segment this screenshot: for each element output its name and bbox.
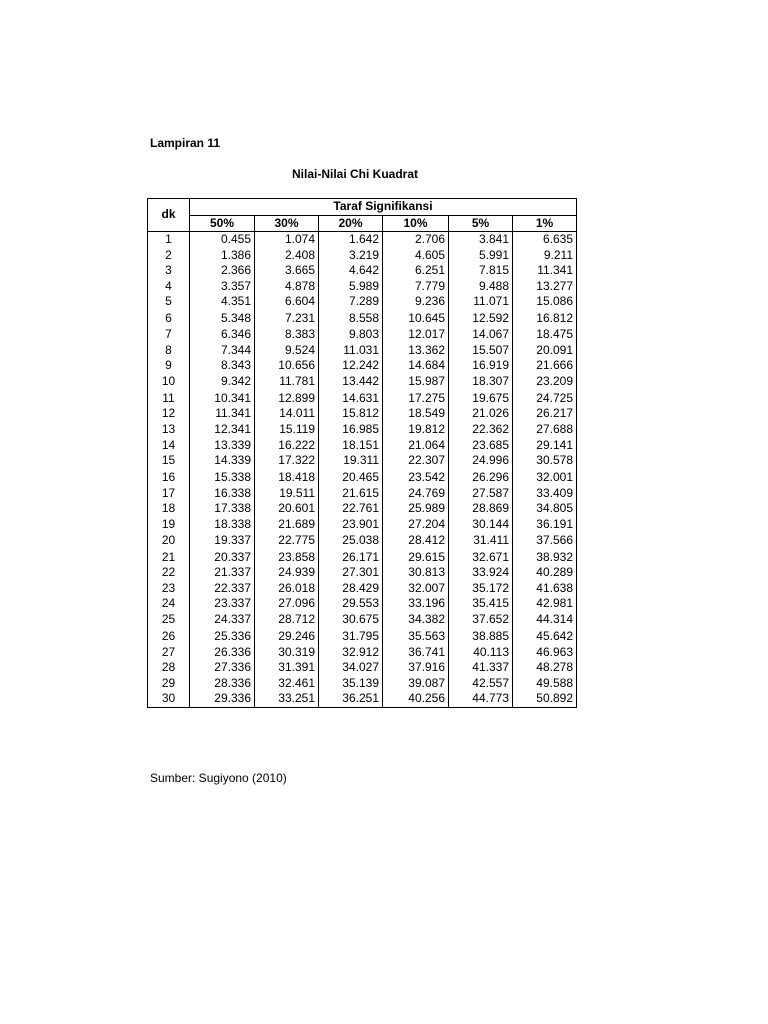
significance-header: Taraf Signifikansi (190, 199, 577, 216)
table-row (148, 453, 577, 469)
value-cell: 17.338 (190, 501, 255, 517)
value-cell: 13.339 (190, 438, 255, 454)
value-cell: 29.246 (255, 627, 319, 644)
value-cell: 16.222 (255, 438, 319, 454)
value-cell: 1.386 (190, 248, 255, 264)
value-cell: 14.339 (190, 453, 255, 469)
value-cell: 11.781 (255, 374, 319, 390)
value-cell: 25.989 (383, 501, 449, 517)
value-cell: 28.429 (319, 581, 383, 597)
value-cell: 32.001 (513, 469, 577, 486)
value-cell: 12.341 (190, 422, 255, 438)
table-row (148, 596, 577, 612)
value-cell: 19.675 (449, 389, 513, 406)
column-header-row (148, 215, 577, 232)
value-cell: 28.336 (190, 676, 255, 692)
value-cell: 29.553 (319, 596, 383, 612)
value-cell: 9.211 (513, 248, 577, 264)
dk-cell: 22 (148, 565, 190, 581)
value-cell: 35.139 (319, 676, 383, 692)
dk-cell: 20 (148, 533, 190, 549)
value-cell: 1.642 (319, 232, 383, 248)
value-cell: 28.412 (383, 533, 449, 549)
value-cell: 18.418 (255, 469, 319, 486)
value-cell: 33.251 (255, 691, 319, 707)
dk-cell: 6 (148, 310, 190, 327)
table-row (148, 279, 577, 295)
source-note: Sumber: Sugiyono (2010) (150, 771, 287, 785)
value-cell: 8.383 (255, 327, 319, 343)
value-cell: 22.337 (190, 581, 255, 597)
value-cell: 7.779 (383, 279, 449, 295)
value-cell: 23.685 (449, 438, 513, 454)
value-cell: 3.665 (255, 263, 319, 279)
dk-cell: 26 (148, 627, 190, 644)
value-cell: 18.151 (319, 438, 383, 454)
value-cell: 36.741 (383, 644, 449, 660)
value-cell: 10.656 (255, 358, 319, 374)
value-cell: 15.338 (190, 469, 255, 486)
value-cell: 24.996 (449, 453, 513, 469)
value-cell: 27.587 (449, 486, 513, 502)
value-cell: 6.635 (513, 232, 577, 248)
value-cell: 24.769 (383, 486, 449, 502)
value-cell: 44.773 (449, 691, 513, 707)
table-row (148, 676, 577, 692)
page-heading: Lampiran 11 (150, 136, 221, 150)
value-cell: 12.017 (383, 327, 449, 343)
value-cell: 48.278 (513, 660, 577, 676)
value-cell: 6.346 (190, 327, 255, 343)
value-cell: 2.408 (255, 248, 319, 264)
value-cell: 26.296 (449, 469, 513, 486)
value-cell: 30.813 (383, 565, 449, 581)
value-cell: 4.642 (319, 263, 383, 279)
table-row (148, 263, 577, 279)
value-cell: 33.409 (513, 486, 577, 502)
value-cell: 12.899 (255, 389, 319, 406)
value-cell: 32.912 (319, 644, 383, 660)
value-cell: 4.351 (190, 294, 255, 310)
value-cell: 21.689 (255, 517, 319, 533)
value-cell: 21.615 (319, 486, 383, 502)
value-cell: 26.336 (190, 644, 255, 660)
value-cell: 16.919 (449, 358, 513, 374)
value-cell: 12.242 (319, 358, 383, 374)
value-cell: 19.337 (190, 533, 255, 549)
value-cell: 30.319 (255, 644, 319, 660)
table-row (148, 533, 577, 549)
dk-cell: 18 (148, 501, 190, 517)
value-cell: 35.172 (449, 581, 513, 597)
value-cell: 9.236 (383, 294, 449, 310)
value-cell: 20.091 (513, 343, 577, 359)
value-cell: 36.251 (319, 691, 383, 707)
value-cell: 25.336 (190, 627, 255, 644)
table-row (148, 374, 577, 390)
value-cell: 31.411 (449, 533, 513, 549)
value-cell: 40.256 (383, 691, 449, 707)
value-cell: 32.461 (255, 676, 319, 692)
dk-cell: 13 (148, 422, 190, 438)
table-row (148, 501, 577, 517)
value-cell: 24.337 (190, 612, 255, 628)
value-cell: 9.803 (319, 327, 383, 343)
value-cell: 25.038 (319, 533, 383, 549)
value-cell: 45.642 (513, 627, 577, 644)
value-cell: 33.924 (449, 565, 513, 581)
dk-cell: 24 (148, 596, 190, 612)
value-cell: 15.086 (513, 294, 577, 310)
table-row (148, 565, 577, 581)
value-cell: 3.219 (319, 248, 383, 264)
column-header: 30% (255, 215, 319, 232)
column-header: 10% (383, 215, 449, 232)
value-cell: 16.338 (190, 486, 255, 502)
value-cell: 31.391 (255, 660, 319, 676)
value-cell: 15.812 (319, 406, 383, 422)
value-cell: 31.795 (319, 627, 383, 644)
table-row (148, 486, 577, 502)
table-title: Nilai-Nilai Chi Kuadrat (292, 167, 419, 181)
value-cell: 16.812 (513, 310, 577, 327)
value-cell: 1.074 (255, 232, 319, 248)
value-cell: 35.415 (449, 596, 513, 612)
table-row (148, 422, 577, 438)
value-cell: 11.341 (190, 406, 255, 422)
dk-cell: 29 (148, 676, 190, 692)
value-cell: 7.344 (190, 343, 255, 359)
table-body (148, 232, 577, 708)
dk-cell: 27 (148, 644, 190, 660)
dk-cell: 9 (148, 358, 190, 374)
value-cell: 30.578 (513, 453, 577, 469)
value-cell: 4.605 (383, 248, 449, 264)
value-cell: 20.337 (190, 548, 255, 565)
value-cell: 18.549 (383, 406, 449, 422)
value-cell: 34.805 (513, 501, 577, 517)
table-row (148, 232, 577, 248)
value-cell: 30.144 (449, 517, 513, 533)
value-cell: 21.026 (449, 406, 513, 422)
value-cell: 18.307 (449, 374, 513, 390)
value-cell: 12.592 (449, 310, 513, 327)
dk-cell: 11 (148, 389, 190, 406)
dk-cell: 23 (148, 581, 190, 597)
value-cell: 26.217 (513, 406, 577, 422)
value-cell: 20.601 (255, 501, 319, 517)
dk-cell: 12 (148, 406, 190, 422)
value-cell: 9.524 (255, 343, 319, 359)
dk-cell: 2 (148, 248, 190, 264)
table-header (148, 199, 577, 232)
dk-cell: 5 (148, 294, 190, 310)
value-cell: 16.985 (319, 422, 383, 438)
column-header: 20% (319, 215, 383, 232)
table-row (148, 469, 577, 486)
value-cell: 3.841 (449, 232, 513, 248)
value-cell: 28.712 (255, 612, 319, 628)
value-cell: 26.018 (255, 581, 319, 597)
value-cell: 5.989 (319, 279, 383, 295)
table-row (148, 581, 577, 597)
value-cell: 4.878 (255, 279, 319, 295)
value-cell: 11.341 (513, 263, 577, 279)
table-row (148, 548, 577, 565)
table-row (148, 691, 577, 707)
table-row (148, 310, 577, 327)
value-cell: 13.277 (513, 279, 577, 295)
value-cell: 7.815 (449, 263, 513, 279)
value-cell: 50.892 (513, 691, 577, 707)
value-cell: 19.311 (319, 453, 383, 469)
value-cell: 27.336 (190, 660, 255, 676)
dk-cell: 16 (148, 469, 190, 486)
value-cell: 41.337 (449, 660, 513, 676)
value-cell: 13.442 (319, 374, 383, 390)
value-cell: 40.113 (449, 644, 513, 660)
value-cell: 9.342 (190, 374, 255, 390)
value-cell: 19.511 (255, 486, 319, 502)
value-cell: 22.775 (255, 533, 319, 549)
value-cell: 5.991 (449, 248, 513, 264)
value-cell: 29.141 (513, 438, 577, 454)
value-cell: 34.027 (319, 660, 383, 676)
value-cell: 17.275 (383, 389, 449, 406)
dk-cell: 14 (148, 438, 190, 454)
value-cell: 3.357 (190, 279, 255, 295)
table-row (148, 248, 577, 264)
value-cell: 21.337 (190, 565, 255, 581)
value-cell: 21.064 (383, 438, 449, 454)
dk-cell: 25 (148, 612, 190, 628)
value-cell: 23.337 (190, 596, 255, 612)
dk-header: dk (148, 199, 190, 232)
table-row (148, 294, 577, 310)
value-cell: 14.067 (449, 327, 513, 343)
value-cell: 10.645 (383, 310, 449, 327)
value-cell: 11.071 (449, 294, 513, 310)
value-cell: 39.087 (383, 676, 449, 692)
value-cell: 37.916 (383, 660, 449, 676)
dk-cell: 10 (148, 374, 190, 390)
value-cell: 36.191 (513, 517, 577, 533)
value-cell: 46.963 (513, 644, 577, 660)
table-row (148, 343, 577, 359)
value-cell: 6.251 (383, 263, 449, 279)
value-cell: 15.987 (383, 374, 449, 390)
value-cell: 40.289 (513, 565, 577, 581)
value-cell: 14.684 (383, 358, 449, 374)
value-cell: 42.981 (513, 596, 577, 612)
dk-cell: 1 (148, 232, 190, 248)
value-cell: 34.382 (383, 612, 449, 628)
table-row (148, 627, 577, 644)
value-cell: 23.901 (319, 517, 383, 533)
value-cell: 0.455 (190, 232, 255, 248)
value-cell: 8.558 (319, 310, 383, 327)
value-cell: 27.096 (255, 596, 319, 612)
value-cell: 19.812 (383, 422, 449, 438)
chi-square-table (147, 198, 577, 708)
dk-cell: 28 (148, 660, 190, 676)
table-row (148, 644, 577, 660)
value-cell: 26.171 (319, 548, 383, 565)
table-row (148, 389, 577, 406)
value-cell: 9.488 (449, 279, 513, 295)
value-cell: 15.119 (255, 422, 319, 438)
value-cell: 24.939 (255, 565, 319, 581)
value-cell: 5.348 (190, 310, 255, 327)
value-cell: 14.011 (255, 406, 319, 422)
value-cell: 33.196 (383, 596, 449, 612)
value-cell: 28.869 (449, 501, 513, 517)
value-cell: 2.366 (190, 263, 255, 279)
dk-cell: 3 (148, 263, 190, 279)
value-cell: 38.885 (449, 627, 513, 644)
value-cell: 18.338 (190, 517, 255, 533)
value-cell: 20.465 (319, 469, 383, 486)
value-cell: 41.638 (513, 581, 577, 597)
value-cell: 30.675 (319, 612, 383, 628)
value-cell: 38.932 (513, 548, 577, 565)
value-cell: 49.588 (513, 676, 577, 692)
value-cell: 22.362 (449, 422, 513, 438)
value-cell: 7.231 (255, 310, 319, 327)
column-header: 50% (190, 215, 255, 232)
dk-cell: 8 (148, 343, 190, 359)
value-cell: 29.615 (383, 548, 449, 565)
column-header: 5% (449, 215, 513, 232)
value-cell: 21.666 (513, 358, 577, 374)
table-row (148, 406, 577, 422)
dk-cell: 17 (148, 486, 190, 502)
value-cell: 7.289 (319, 294, 383, 310)
value-cell: 11.031 (319, 343, 383, 359)
value-cell: 15.507 (449, 343, 513, 359)
table-row (148, 438, 577, 454)
dk-cell: 15 (148, 453, 190, 469)
value-cell: 23.858 (255, 548, 319, 565)
dk-cell: 21 (148, 548, 190, 565)
table-row (148, 358, 577, 374)
value-cell: 2.706 (383, 232, 449, 248)
value-cell: 17.322 (255, 453, 319, 469)
value-cell: 10.341 (190, 389, 255, 406)
table-row (148, 660, 577, 676)
value-cell: 8.343 (190, 358, 255, 374)
table-row (148, 612, 577, 628)
table-row (148, 517, 577, 533)
value-cell: 32.007 (383, 581, 449, 597)
value-cell: 22.307 (383, 453, 449, 469)
value-cell: 42.557 (449, 676, 513, 692)
value-cell: 37.652 (449, 612, 513, 628)
value-cell: 24.725 (513, 389, 577, 406)
value-cell: 32.671 (449, 548, 513, 565)
dk-cell: 30 (148, 691, 190, 707)
value-cell: 13.362 (383, 343, 449, 359)
dk-cell: 4 (148, 279, 190, 295)
dk-cell: 7 (148, 327, 190, 343)
value-cell: 14.631 (319, 389, 383, 406)
value-cell: 23.209 (513, 374, 577, 390)
value-cell: 27.301 (319, 565, 383, 581)
value-cell: 18.475 (513, 327, 577, 343)
value-cell: 6.604 (255, 294, 319, 310)
column-header: 1% (513, 215, 577, 232)
value-cell: 44.314 (513, 612, 577, 628)
table-row (148, 327, 577, 343)
value-cell: 23.542 (383, 469, 449, 486)
value-cell: 37.566 (513, 533, 577, 549)
value-cell: 29.336 (190, 691, 255, 707)
value-cell: 22.761 (319, 501, 383, 517)
value-cell: 35.563 (383, 627, 449, 644)
value-cell: 27.204 (383, 517, 449, 533)
value-cell: 27.688 (513, 422, 577, 438)
dk-cell: 19 (148, 517, 190, 533)
